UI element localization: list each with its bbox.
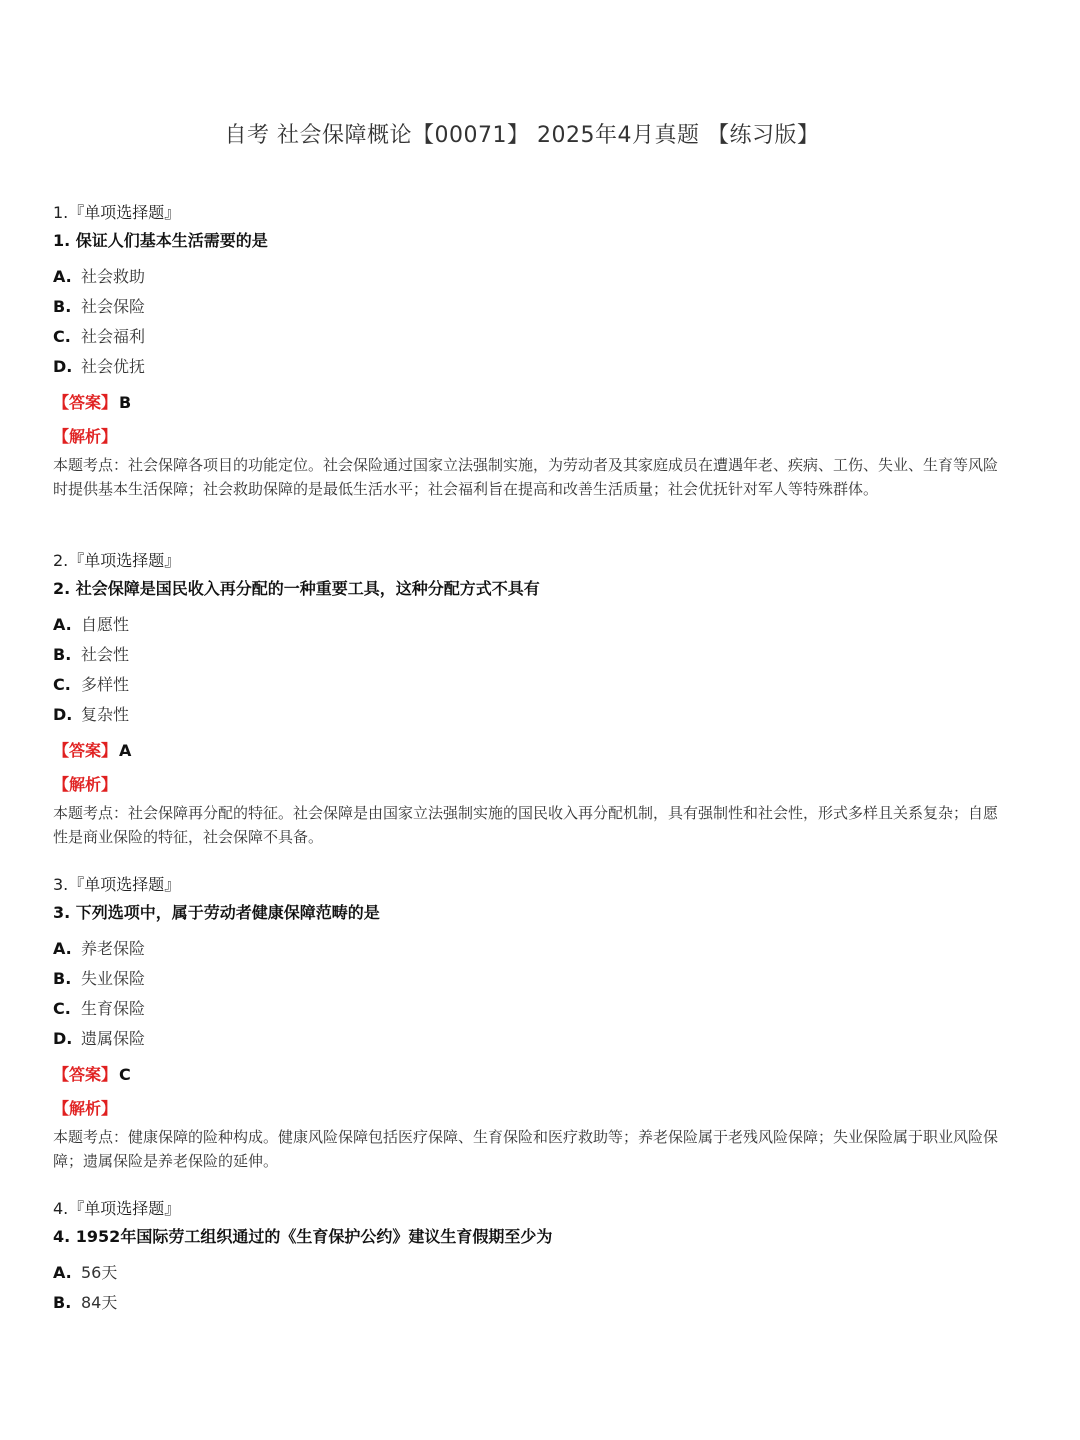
question-2 (53, 551, 998, 849)
option-d (53, 1029, 998, 1059)
option-d (53, 357, 998, 387)
answer-row (53, 741, 998, 761)
option-text: 多样性 (81, 675, 130, 694)
option-letter: C. (53, 327, 71, 346)
question-3 (53, 875, 998, 1173)
analysis-text: 本题考点：社会保障各项目的功能定位。社会保险通过国家立法强制实施，为劳动者及其家庭成员在遭遇年老、疾病、工伤、失业、生育等风险时提供基本生活保障；社会救助保障的是最低生活水平；社会福利旨在提高和改善生活质量；社会优抚针对军人等特殊群体。 (53, 456, 999, 498)
option-text: 自愿性 (81, 615, 130, 634)
option-letter: C. (53, 675, 71, 694)
answer-tag: 【答案】 (53, 1065, 118, 1084)
question-stem: 4. 1952年国际劳工组织通过的《生育保护公约》建议生育假期至少为 (53, 1227, 553, 1246)
question-stem: 2. 社会保障是国民收入再分配的一种重要工具，这种分配方式不具有 (53, 579, 540, 598)
question-4 (53, 1199, 998, 1323)
answer-tag: 【答案】 (53, 741, 118, 760)
page-title: 自考 社会保障概论【00071】 2025年4月真题 【练习版】 (224, 123, 820, 148)
option-text: 失业保险 (81, 969, 146, 988)
option-text: 社会救助 (81, 267, 146, 286)
option-b (53, 969, 998, 999)
option-letter: D. (53, 1029, 73, 1048)
option-list (53, 615, 998, 735)
option-text: 遗属保险 (81, 1029, 146, 1048)
option-list (53, 267, 998, 387)
option-a (53, 267, 998, 297)
option-letter: A. (53, 1263, 72, 1282)
answer-value: B (119, 393, 132, 412)
answer-value: A (119, 741, 132, 760)
option-b (53, 297, 998, 327)
option-list (53, 939, 998, 1059)
option-text: 56天 (81, 1263, 118, 1282)
answer-value: C (119, 1065, 131, 1084)
option-c (53, 327, 998, 357)
analysis-text: 本题考点：健康保障的险种构成。健康风险保障包括医疗保障、生育保险和医疗救助等；养老保险属于老残风险保障；失业保险属于职业风险保障；遗属保险是养老保险的延伸。 (53, 1128, 999, 1170)
option-list (53, 1263, 998, 1323)
option-text: 复杂性 (81, 705, 130, 724)
option-text: 社会优抚 (81, 357, 146, 376)
option-a (53, 615, 998, 645)
option-text: 生育保险 (81, 999, 146, 1018)
answer-row (53, 1065, 998, 1085)
question-stem: 3. 下列选项中，属于劳动者健康保障范畴的是 (53, 903, 380, 922)
option-text: 社会性 (81, 645, 130, 664)
option-a (53, 939, 998, 969)
question-type-label: 3.『单项选择题』 (53, 875, 181, 894)
question-stem: 1. 保证人们基本生活需要的是 (53, 231, 268, 250)
option-letter: A. (53, 939, 72, 958)
option-b (53, 645, 998, 675)
question-type-label: 4.『单项选择题』 (53, 1199, 181, 1218)
answer-row (53, 393, 998, 413)
option-letter: A. (53, 615, 72, 634)
option-c (53, 999, 998, 1029)
option-letter: D. (53, 705, 73, 724)
option-text: 养老保险 (81, 939, 146, 958)
option-letter: D. (53, 357, 73, 376)
option-d (53, 705, 998, 735)
option-b (53, 1293, 998, 1323)
option-letter: B. (53, 1293, 72, 1312)
analysis-tag: 【解析】 (53, 427, 118, 446)
analysis-tag: 【解析】 (53, 775, 118, 794)
option-a (53, 1263, 998, 1293)
option-letter: B. (53, 297, 72, 316)
analysis-text: 本题考点：社会保障再分配的特征。社会保障是由国家立法强制实施的国民收入再分配机制，具有强制性和社会性，形式多样且关系复杂；自愿性是商业保险的特征，社会保障不具备。 (53, 804, 999, 846)
option-letter: A. (53, 267, 72, 286)
analysis-tag: 【解析】 (53, 1099, 118, 1118)
option-letter: C. (53, 999, 71, 1018)
option-letter: B. (53, 969, 72, 988)
option-text: 社会保险 (81, 297, 146, 316)
option-c (53, 675, 998, 705)
answer-tag: 【答案】 (53, 393, 118, 412)
question-type-label: 2.『单项选择题』 (53, 551, 181, 570)
option-text: 84天 (81, 1293, 118, 1312)
option-letter: B. (53, 645, 72, 664)
question-1 (53, 203, 998, 501)
option-text: 社会福利 (81, 327, 146, 346)
question-type-label: 1.『单项选择题』 (53, 203, 181, 222)
